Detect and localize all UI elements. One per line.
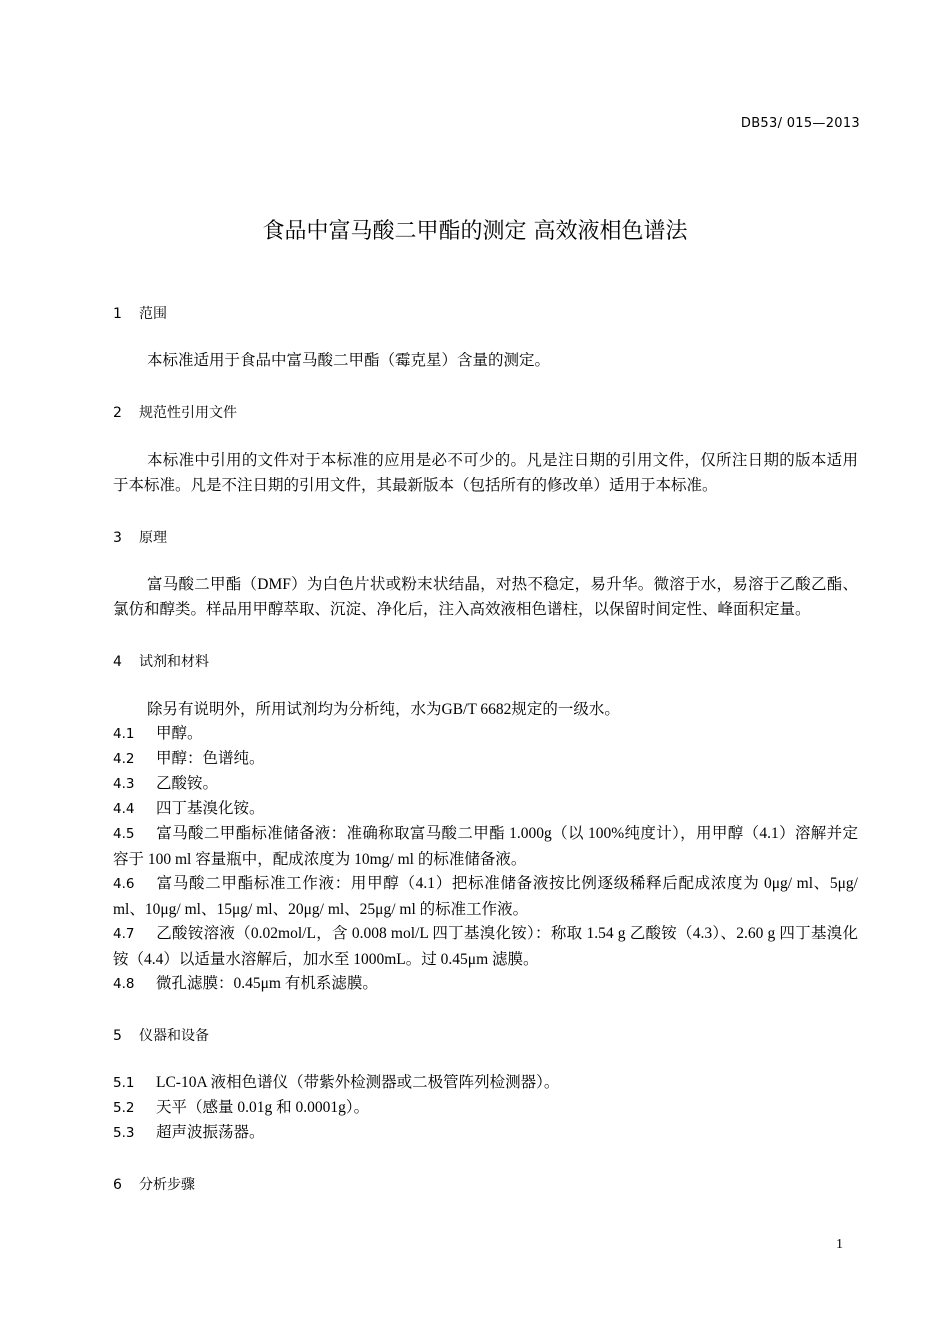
item-text: 甲醇。	[156, 725, 203, 742]
item-number: 5.1	[113, 1075, 135, 1091]
item-text: 富马酸二甲酯标准工作液：用甲醇（4.1）把标准储备液按比例逐级稀释后配成浓度为 0μg/ ml、5μg/ ml、10μg/ ml、15μg/ ml、20μg/ ml、25μg/ ml 的标准工作液。	[113, 875, 858, 918]
section-heading-apparatus	[113, 1025, 209, 1045]
item-text: 微孔滤膜：0.45μm 有机系滤膜。	[156, 975, 378, 992]
section-heading-normative-references	[113, 402, 237, 422]
section-title: 规范性引用文件	[139, 405, 237, 421]
list-item	[113, 721, 203, 747]
list-item	[113, 971, 378, 997]
section-title: 仪器和设备	[139, 1028, 209, 1044]
item-text: LC-10A 液相色谱仪（带紫外检测器或二极管阵列检测器）。	[156, 1074, 560, 1091]
list-item	[113, 771, 218, 797]
list-item	[113, 921, 858, 972]
item-number: 4.8	[113, 976, 135, 992]
reagents-intro: 除另有说明外，所用试剂均为分析纯，水为GB/T 6682规定的一级水。	[147, 701, 620, 718]
document-title: 食品中富马酸二甲酯的测定 高效液相色谱法	[262, 219, 688, 244]
item-number: 5.3	[113, 1125, 135, 1141]
section-heading-scope	[113, 303, 167, 323]
item-number: 4.1	[113, 726, 135, 742]
page-number: 1	[836, 1237, 843, 1252]
list-item	[113, 1095, 369, 1121]
section-number: 3	[113, 530, 122, 546]
section-title: 原理	[139, 530, 167, 546]
item-number: 4.4	[113, 801, 135, 817]
section-number: 1	[113, 306, 122, 322]
principle-paragraph: 富马酸二甲酯（DMF）为白色片状或粉末状结晶，对热不稳定，易升华。微溶于水，易溶于乙酸乙酯、氯仿和醇类。样品用甲醇萃取、沉淀、净化后，注入高效液相色谱柱，以保留时间定性、峰面积定量。	[113, 576, 858, 618]
item-number: 4.7	[113, 926, 135, 942]
item-number: 5.2	[113, 1100, 135, 1116]
item-text: 超声波振荡器。	[156, 1124, 265, 1141]
list-item	[113, 1070, 559, 1096]
item-text: 甲醇：色谱纯。	[156, 750, 265, 767]
list-item	[113, 796, 265, 822]
item-number: 4.2	[113, 751, 135, 767]
section-number: 2	[113, 405, 122, 421]
list-item	[113, 821, 858, 872]
item-text: 四丁基溴化铵。	[156, 800, 265, 817]
section-number: 4	[113, 654, 122, 670]
item-text: 天平（感量 0.01g 和 0.0001g）。	[156, 1099, 370, 1116]
section-title: 范围	[139, 306, 167, 322]
item-number: 4.5	[113, 826, 135, 842]
section-number: 5	[113, 1028, 122, 1044]
section-heading-procedure	[113, 1174, 195, 1194]
scope-paragraph: 本标准适用于食品中富马酸二甲酯（霉克星）含量的测定。	[147, 352, 551, 369]
list-item	[113, 1120, 265, 1146]
item-number: 4.6	[113, 876, 135, 892]
item-text: 富马酸二甲酯标准储备液：准确称取富马酸二甲酯 1.000g（以 100%纯度计），用甲醇（4.1）溶解并定容于 100 ml 容量瓶中，配成浓度为 10mg/ ml 的标准储备液。	[113, 825, 858, 868]
section-heading-reagents	[113, 651, 209, 671]
section-number: 6	[113, 1177, 122, 1193]
list-item	[113, 746, 265, 772]
item-text: 乙酸铵溶液（0.02mol/L，含 0.008 mol/L 四丁基溴化铵）：称取 1.54 g 乙酸铵（4.3）、2.60 g 四丁基溴化铵（4.4）以适量水溶解后，加水至 1000mL。过 0.45μm 滤膜。	[113, 925, 858, 968]
section-title: 分析步骤	[139, 1177, 195, 1193]
list-item	[113, 871, 858, 922]
item-text: 乙酸铵。	[156, 775, 219, 792]
references-paragraph: 本标准中引用的文件对于本标准的应用是必不可少的。凡是注日期的引用文件，仅所注日期的版本适用于本标准。凡是不注日期的引用文件，其最新版本（包括所有的修改单）适用于本标准。	[113, 452, 858, 494]
section-heading-principle	[113, 527, 167, 547]
section-title: 试剂和材料	[139, 654, 209, 670]
item-number: 4.3	[113, 776, 135, 792]
standard-number: DB53/ 015—2013	[740, 116, 860, 131]
